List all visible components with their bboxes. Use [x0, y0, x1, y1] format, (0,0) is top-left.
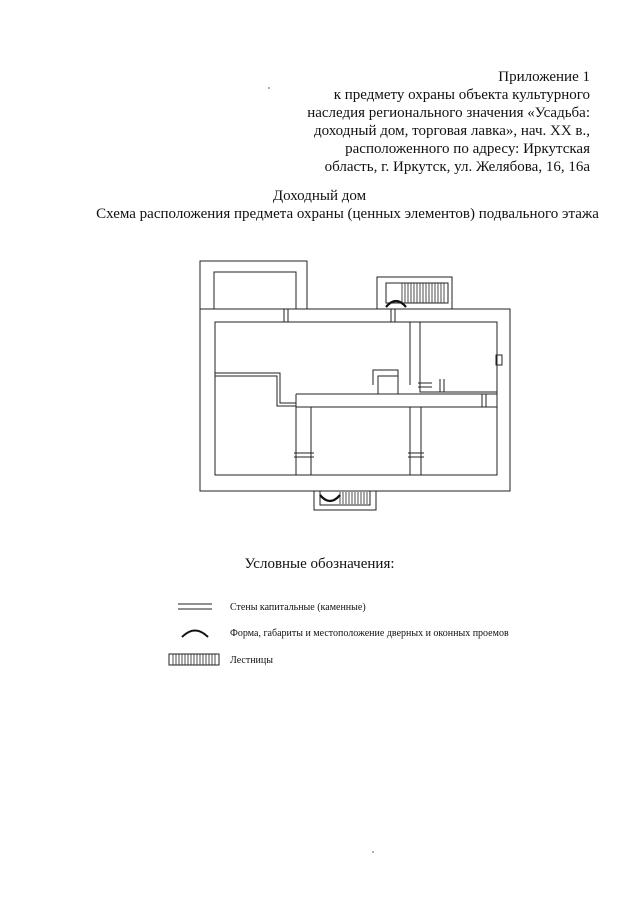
legend-label: Лестницы	[230, 654, 273, 666]
legend-title: Условные обозначения:	[244, 556, 395, 572]
scan-speck	[268, 87, 270, 89]
legend-label: Стены капитальные (каменные)	[230, 601, 366, 613]
header-line: доходный дом, торговая лавка», нач. XX в.,	[313, 123, 590, 139]
basement-floor-plan	[190, 255, 530, 515]
header-line: наследия регионального значения «Усадьба:	[307, 105, 590, 121]
header-line: к предмету охраны объекта культурного	[333, 87, 590, 103]
main-outer-wall	[200, 309, 510, 491]
document-subtitle: Схема расположения предмета охраны (ценных элементов) подвального этажа	[96, 206, 599, 222]
annex-inner-wall	[214, 272, 296, 309]
legend-item-stairs	[168, 653, 273, 667]
bottom-stair-treads	[340, 492, 367, 504]
door-arc-symbol-icon	[168, 626, 230, 640]
annex-outer-wall	[200, 261, 307, 309]
door-arc	[386, 301, 406, 307]
door-arc	[320, 495, 340, 501]
document-header	[307, 68, 590, 176]
right-top-room	[420, 322, 497, 392]
opening-marks	[284, 309, 486, 457]
vestibule-wall	[373, 370, 398, 394]
scan-speck	[372, 851, 374, 853]
stairs-symbol-icon	[168, 653, 230, 667]
bottom-stair-inner	[320, 491, 370, 505]
header-line: расположенного по адресу: Иркутская	[345, 141, 590, 157]
vestibule-wall	[378, 376, 398, 394]
legend-label: Форма, габариты и местоположение дверных и оконных проемов	[230, 627, 509, 639]
main-inner-wall	[215, 322, 497, 475]
partition-wall	[215, 376, 296, 406]
partition-wall	[215, 373, 296, 403]
document-title: Доходный дом	[272, 188, 367, 204]
legend-item-openings	[168, 626, 509, 640]
header-line: Приложение 1	[498, 69, 590, 85]
top-stair-treads	[402, 283, 444, 303]
header-line: область, г. Иркутск, ул. Желябова, 16, 16а	[324, 159, 590, 175]
wall-symbol-icon	[168, 600, 230, 614]
legend-item-walls	[168, 600, 366, 614]
document-titles	[0, 187, 639, 223]
